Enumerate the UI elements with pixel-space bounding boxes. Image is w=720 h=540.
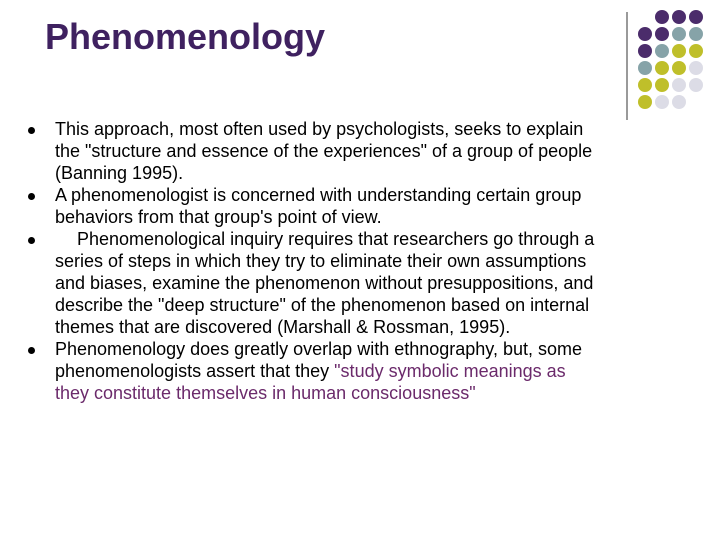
bullet-4-line-2	[55, 360, 668, 382]
decoration-dot	[689, 78, 703, 92]
bullet-3-line-4: describe the "deep structure" of the phenomenon based on internal	[55, 295, 590, 315]
divider-line	[626, 12, 628, 120]
bullet-3-line-1: Phenomenological inquiry requires that researchers go through a	[77, 229, 595, 249]
decoration-dot	[689, 95, 703, 109]
bullet-icon	[28, 127, 35, 134]
slide-title: Phenomenology	[45, 16, 326, 57]
decoration-dot	[672, 78, 686, 92]
decoration-dot	[655, 95, 669, 109]
bullet-list	[28, 118, 668, 404]
dot-grid-decoration	[638, 10, 705, 111]
bullet-item-1	[28, 118, 668, 184]
decoration-dot	[655, 61, 669, 75]
decoration-dot	[689, 61, 703, 75]
decoration-dot	[655, 27, 669, 41]
decoration-dot	[638, 61, 652, 75]
bullet-2-line-2: behaviors from that group's point of view.	[55, 207, 382, 227]
decoration-dot	[655, 78, 669, 92]
decoration-dot	[638, 95, 652, 109]
bullet-3-line-3: and biases, examine the phenomenon without presuppositions, and	[55, 273, 594, 293]
bullet-3-line-2: series of steps in which they try to eliminate their own assumptions	[55, 251, 587, 271]
decoration-dot	[655, 44, 669, 58]
bullet-4-line-2-text: phenomenologists assert that they	[55, 361, 335, 381]
decoration-dot	[672, 44, 686, 58]
bullet-item-2	[28, 184, 668, 228]
bullet-4-quote-2: they constitute themselves in human consciousness"	[55, 383, 476, 403]
bullet-icon	[28, 347, 35, 354]
bullet-1-line-3: (Banning 1995).	[55, 163, 184, 183]
bullet-1-line-1: This approach, most often used by psychologists, seeks to explain	[55, 119, 584, 139]
bullet-item-3	[28, 228, 668, 338]
bullet-4-quote-1: "study symbolic meanings as	[334, 361, 566, 381]
bullet-icon	[28, 237, 35, 244]
bullet-icon	[28, 193, 35, 200]
bullet-2-line-1: A phenomenologist is concerned with understanding certain group	[55, 185, 582, 205]
bullet-4-line-1: Phenomenology does greatly overlap with ethnography, but, some	[55, 339, 582, 359]
decoration-dot	[672, 10, 686, 24]
decoration-dot	[672, 27, 686, 41]
decoration-dot	[638, 27, 652, 41]
bullet-item-4	[28, 338, 668, 404]
bullet-3-line-5: themes that are discovered (Marshall & Rossman, 1995).	[55, 317, 511, 337]
bullet-1-line-2: the "structure and essence of the experiences" of a group of people	[55, 141, 593, 161]
decoration-dot	[638, 10, 652, 24]
decoration-dot	[638, 44, 652, 58]
decoration-dot	[655, 10, 669, 24]
decoration-dot	[689, 10, 703, 24]
decoration-dot	[689, 44, 703, 58]
decoration-dot	[638, 78, 652, 92]
bullet-4-line-3	[55, 382, 668, 404]
decoration-dot	[672, 61, 686, 75]
decoration-dot	[689, 27, 703, 41]
decoration-dot	[672, 95, 686, 109]
